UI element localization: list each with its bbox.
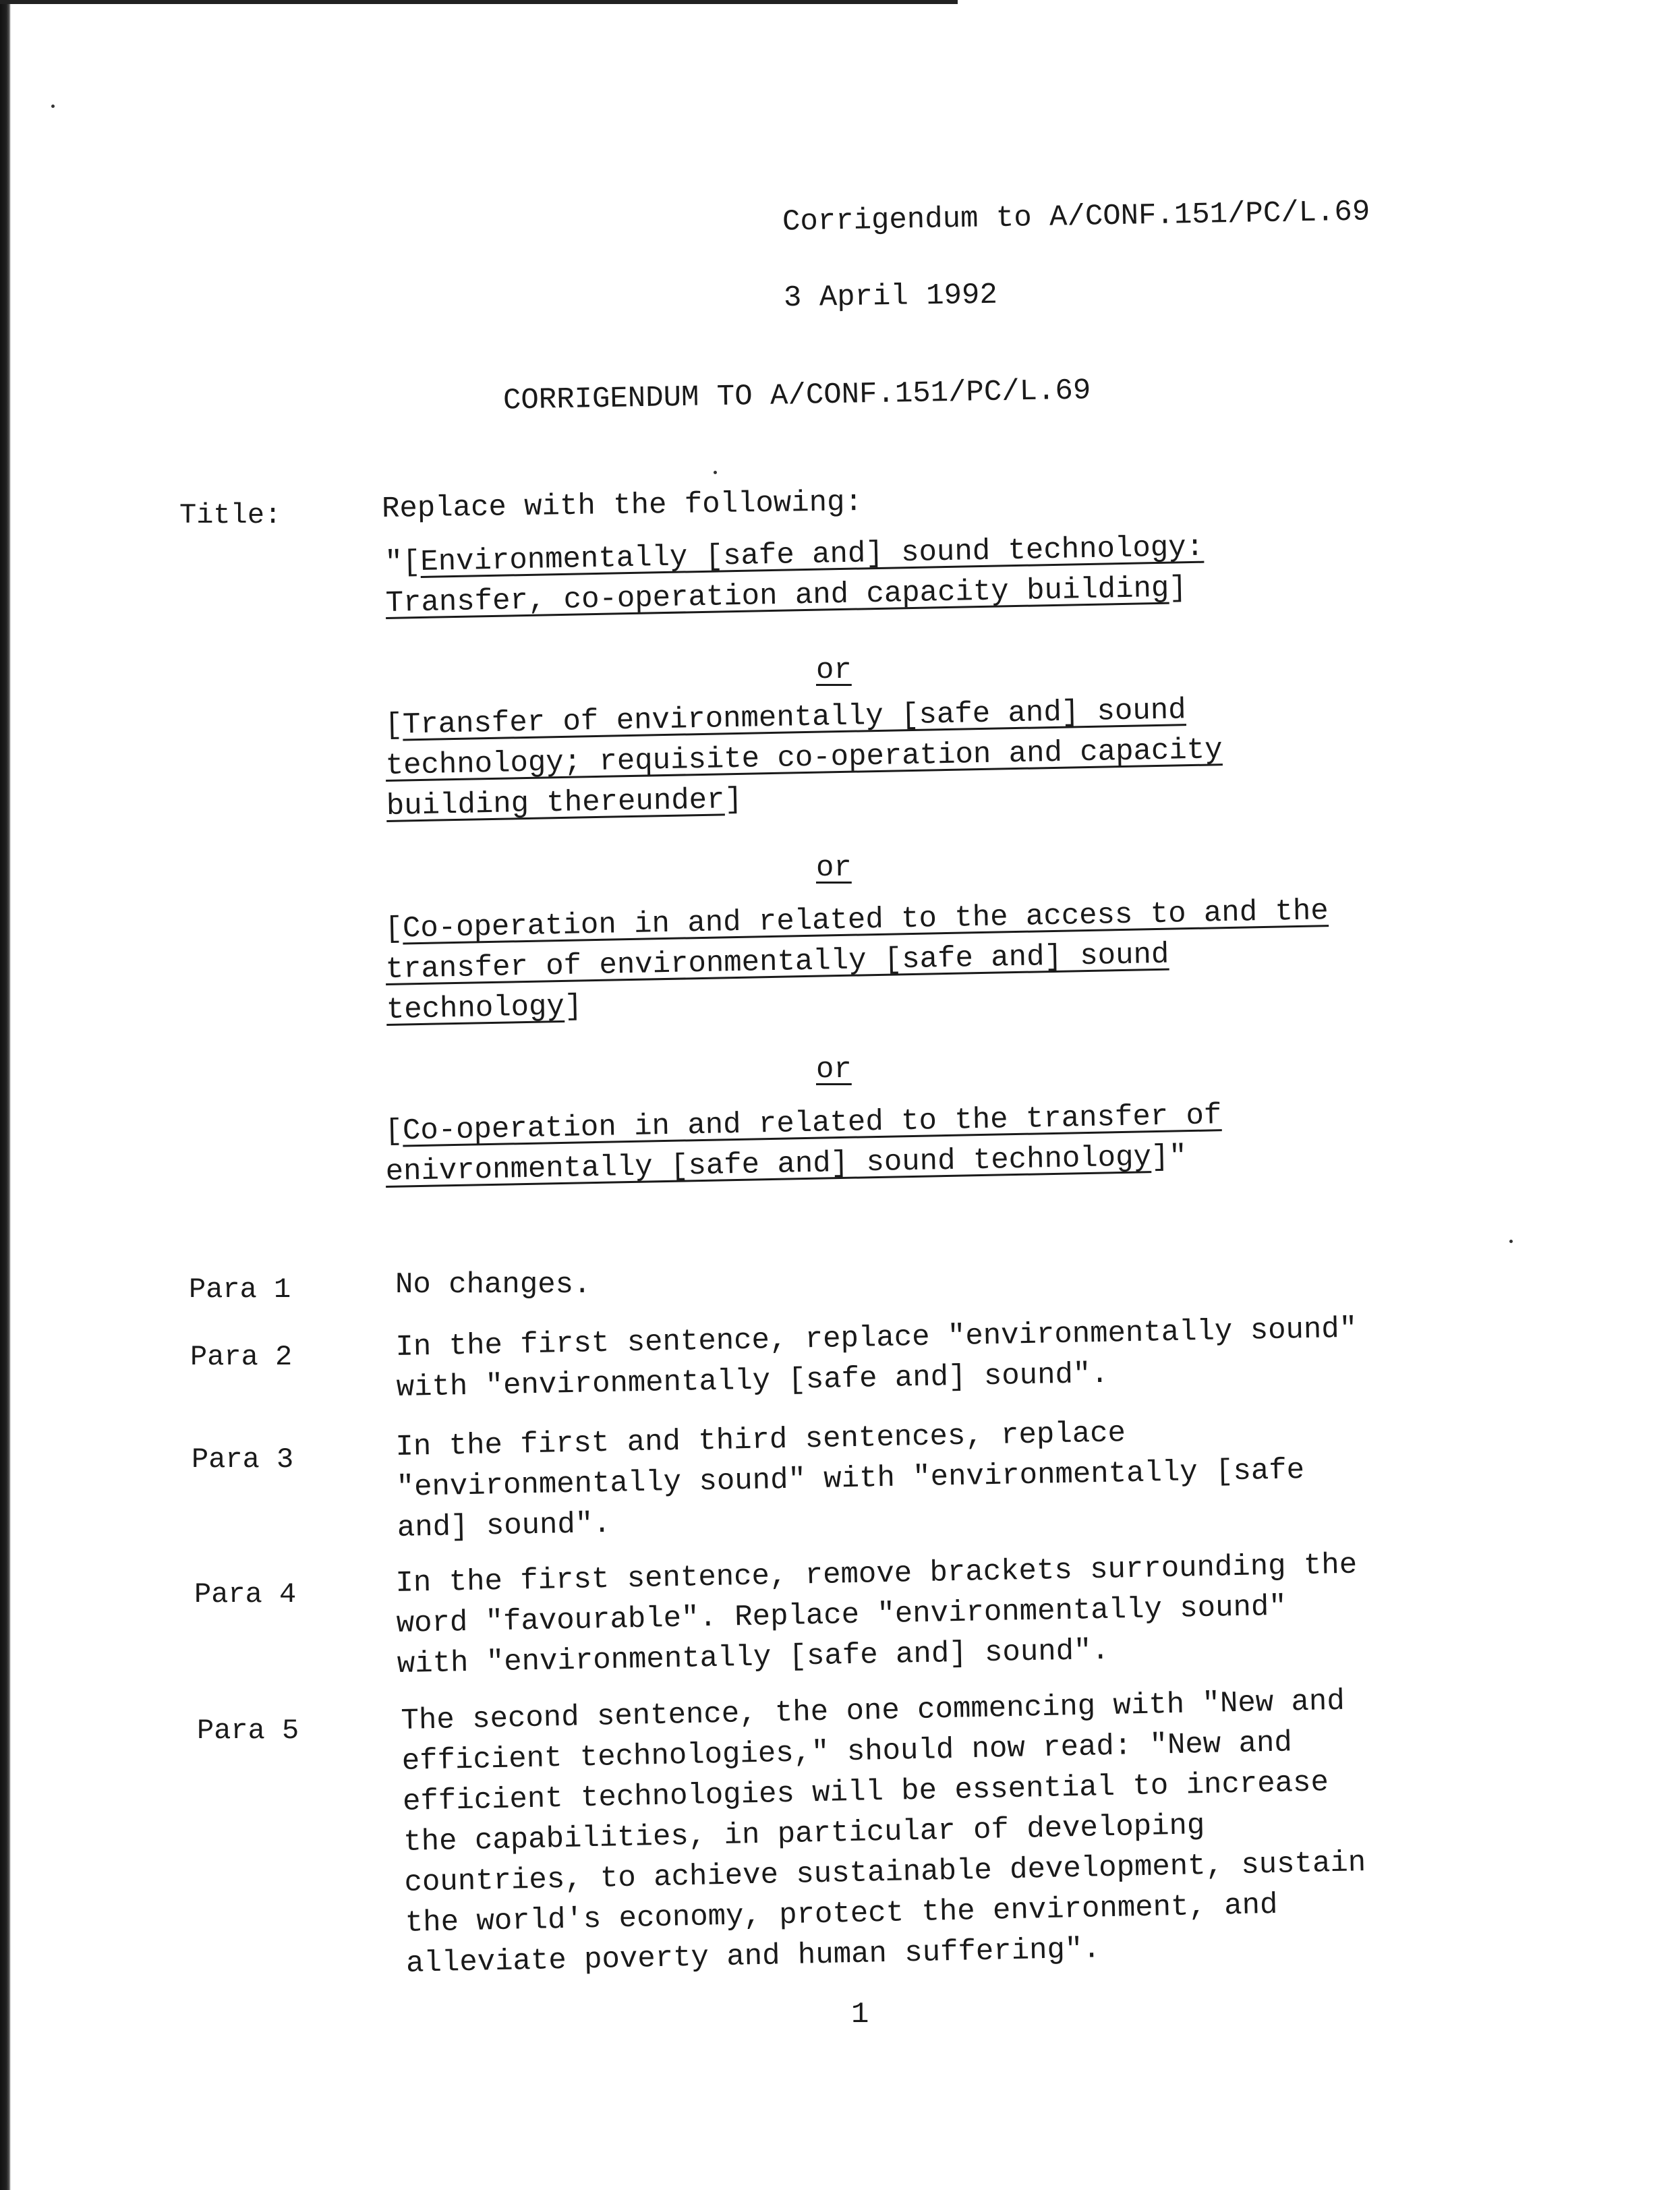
scan-speck [714, 471, 717, 474]
scan-edge-artifact [0, 0, 11, 2190]
para-label: Para 2 [190, 1341, 293, 1373]
title-label: Title: [179, 499, 282, 531]
scan-speck [1509, 1240, 1513, 1243]
title-instruction: Replace with the following: [381, 486, 863, 526]
document-heading: CORRIGENDUM TO A/CONF.151/PC/L.69 [502, 374, 1091, 418]
scan-top-artifact [0, 0, 958, 4]
para-text: In the first and third sentences, replace "environmentally sound" with "environmentally [safe and] sound". [395, 1416, 1305, 1545]
document-date: 3 April 1992 [783, 278, 998, 316]
title-option-line: enivronmentally [safe and] sound technology]" [385, 1140, 1188, 1189]
para-label: Para 3 [192, 1443, 294, 1476]
para-text: No changes. [395, 1268, 591, 1302]
para-text: In the first sentence, replace "environmentally sound" with "environmentally [safe and] sound". [395, 1312, 1358, 1405]
title-option-line: technology] [386, 989, 583, 1027]
para-text: The second sentence, the one commencing with "New and efficient technologies," should now read: "New and efficient technologies will be essential to increase the capabilities, in particular of developing countries, to achieve sustainable development, sustain the world's economy, protect the environment, and alleviate poverty and human suffering". [401, 1684, 1366, 1981]
or-separator: or [816, 1053, 852, 1087]
title-option-3 [384, 891, 1331, 1031]
title-option-2 [384, 689, 1223, 827]
title-option-line: building thereunder] [386, 782, 743, 824]
page-number: 1 [851, 1998, 869, 2031]
title-option-line: [Co-operation in and related to the transfer of [384, 1099, 1222, 1149]
or-separator: or [816, 654, 852, 687]
title-option-line: Transfer, co-operation and capacity building] [385, 571, 1188, 621]
title-option-line: [Co-operation in and related to the access to and the [384, 894, 1329, 946]
scan-speck [51, 105, 55, 108]
title-option-line: [Transfer of environmentally [safe and] sound [384, 693, 1187, 743]
para-label: Para 1 [189, 1273, 291, 1306]
title-option-line: technology; requisite co-operation and capacity [385, 733, 1223, 783]
title-option-line: transfer of environmentally [safe and] sound [385, 938, 1169, 987]
para-label: Para 4 [194, 1578, 297, 1611]
title-option-4 [384, 1095, 1223, 1192]
para-text: In the first sentence, remove brackets surrounding the word "favourable". Replace "environmentally sound" with "environmentally [safe and] sound". [395, 1548, 1358, 1681]
title-option-line: "[Environmentally [safe and] sound technology: [384, 530, 1205, 580]
title-option-1 [384, 527, 1205, 624]
reference-line: Corrigendum to A/CONF.151/PC/L.69 [782, 195, 1370, 239]
or-separator: or [816, 851, 852, 885]
para-label: Para 5 [197, 1714, 299, 1747]
